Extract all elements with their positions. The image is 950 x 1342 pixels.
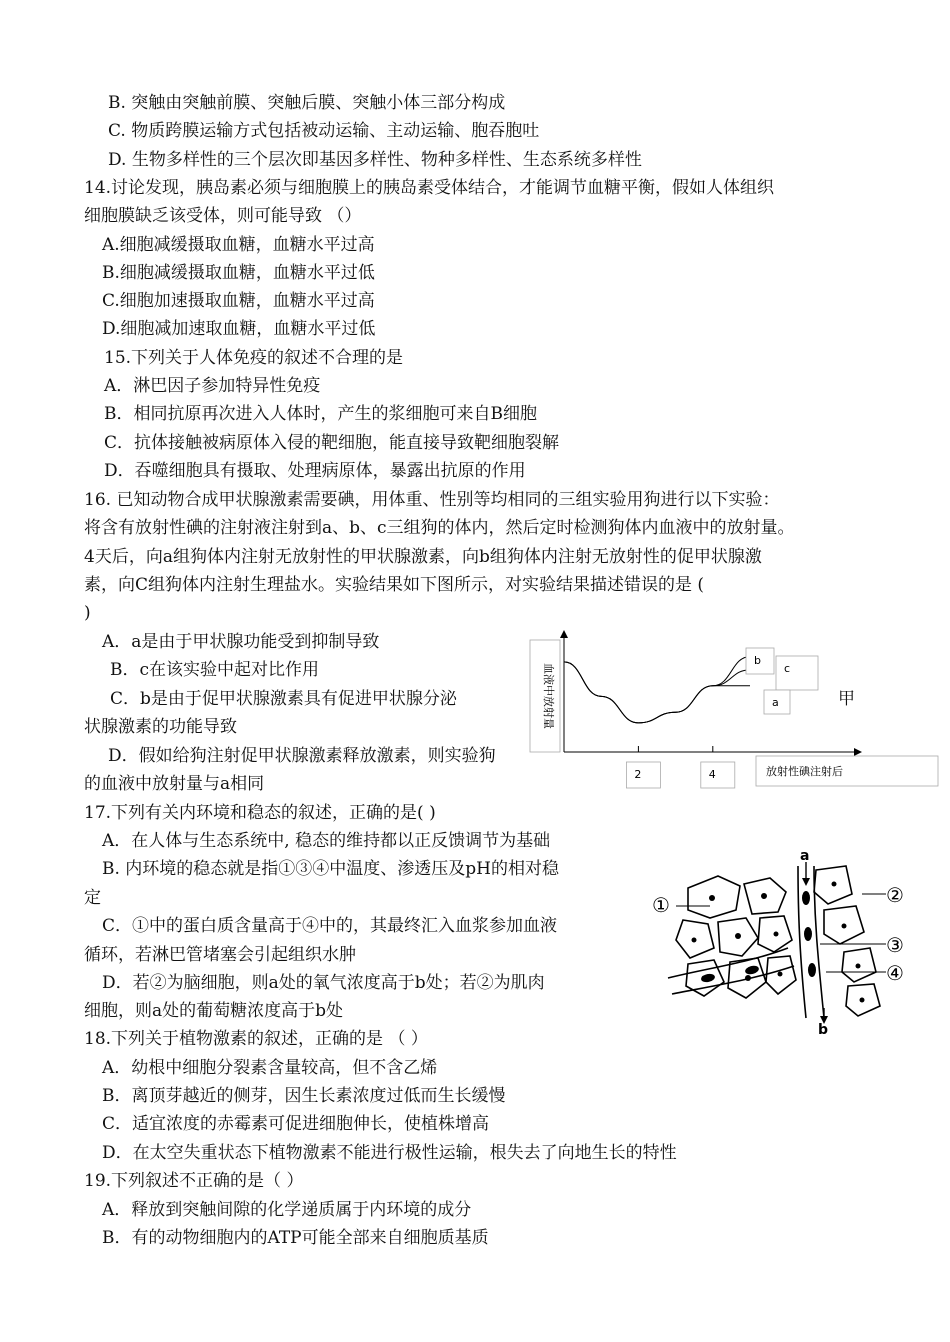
option-17a: A．在人体与生态系统中, 稳态的维持都以正反馈调节为基础: [102, 831, 551, 851]
question-16-stem-3: 4天后，向a组狗体内注射无放射性的甲状腺激素，向b组狗体内注射无放射性的促甲状腺激: [84, 547, 762, 567]
option-17b: B. 内环境的稳态就是指①③④中温度、渗透压及pH的相对稳: [102, 859, 560, 879]
radioactivity-line-chart: [520, 628, 940, 796]
x-tick-label-4: 4: [708, 768, 716, 781]
question-16-stem-4: 素，向C组狗体内注射生理盐水。实验结果如下图所示，对实验结果描述错误的是 (: [84, 575, 705, 595]
x-axis-label: 放射性碘注射后: [766, 765, 843, 778]
x-tick-label-2: 2: [634, 768, 642, 781]
x-tick-box-2: [626, 762, 660, 788]
option-15d: D．吞噬细胞具有摄取、处理病原体，暴露出抗原的作用: [104, 461, 526, 481]
question-16-stem-5: ): [84, 603, 91, 623]
series-label-c: c: [784, 662, 791, 675]
option-16d: D．假如给狗注射促甲状腺激素释放激素，则实验狗: [108, 746, 496, 766]
option-13c: C. 物质跨膜运输方式包括被动运输、主动运输、胞吞胞吐: [108, 121, 540, 141]
option-17b-cont: 定: [84, 888, 101, 908]
option-19b: B．有的动物细胞内的ATP可能全部来自细胞质基质: [102, 1228, 489, 1248]
option-15b: B．相同抗原再次进入人体时，产生的浆细胞可来自B细胞: [104, 404, 537, 424]
x-tick-box-4: [701, 762, 735, 788]
option-16c-tail: 甲: [838, 689, 855, 709]
series-label-box-c: [776, 656, 818, 690]
label-b: b: [818, 1022, 829, 1034]
option-17d-cont: 细胞，则a处的葡萄糖浓度高于b处: [84, 1001, 344, 1021]
option-16d-cont: 的血液中放射量与a相同: [84, 774, 265, 794]
y-axis-label: 血液中放射量: [542, 663, 555, 729]
option-13b: B. 突触由突触前膜、突触后膜、突触小体三部分构成: [108, 93, 506, 113]
option-13d: D. 生物多样性的三个层次即基因多样性、物种多样性、生态系统多样性: [108, 150, 642, 170]
label-2: ②: [886, 883, 904, 907]
option-16c-cont: 状腺激素的功能导致: [84, 717, 237, 737]
label-4: ④: [886, 961, 904, 985]
option-16a: A．a是由于甲状腺功能受到抑制导致: [102, 632, 380, 652]
x-axis-arrow: [854, 748, 862, 756]
tissue-fluid-diagram: [648, 848, 918, 1034]
label-1: ①: [652, 893, 670, 917]
option-14b: B.细胞减缓摄取血糖，血糖水平过低: [102, 263, 375, 283]
option-15a: A．淋巴因子参加特异性免疫: [104, 376, 321, 396]
question-16-stem-2: 将含有放射性碘的注射液注射到a、b、c三组狗的体内，然后定时检测狗体内血液中的放射量。: [84, 518, 795, 538]
question-18-stem: 18.下列关于植物激素的叙述，正确的是 （ ）: [84, 1029, 428, 1049]
question-15-stem: 15.下列关于人体免疫的叙述不合理的是: [104, 348, 404, 368]
label-a: a: [800, 848, 810, 864]
tissue-cells: [676, 866, 880, 1016]
series-line-a: [564, 662, 750, 723]
label-3: ③: [886, 933, 904, 957]
option-17d: D．若②为脑细胞，则a处的氧气浓度高于b处；若②为肌肉: [102, 973, 545, 993]
option-18d: D．在太空失重状态下植物激素不能进行极性运输，根失去了向地生长的特性: [102, 1143, 677, 1163]
question-14-stem: 14.讨论发现，胰岛素必须与细胞膜上的胰岛素受体结合，才能调节血糖平衡，假如人体组织: [84, 178, 775, 198]
series-label-b: b: [754, 654, 761, 667]
arrow-a-head: [802, 878, 810, 886]
y-axis-arrow: [560, 630, 568, 638]
option-14c: C.细胞加速摄取血糖，血糖水平过高: [102, 291, 375, 311]
question-17-stem: 17.下列有关内环境和稳态的叙述，正确的是( ): [84, 803, 436, 823]
option-16b: B．c在该实验中起对比作用: [110, 660, 320, 680]
option-18a: A．幼根中细胞分裂素含量较高，但不含乙烯: [102, 1058, 438, 1078]
series-label-a: a: [772, 696, 779, 709]
option-14a: A.细胞减缓摄取血糖，血糖水平过高: [102, 235, 375, 255]
series-line-b: [564, 657, 750, 723]
option-14d: D.细胞减加速取血糖，血糖水平过低: [102, 319, 376, 339]
option-19a: A．释放到突触间隙的化学递质属于内环境的成分: [102, 1200, 472, 1220]
question-14-stem-cont: 细胞膜缺乏该受体，则可能导致 （）: [84, 206, 362, 226]
option-17c-cont: 循环，若淋巴管堵塞会引起组织水肿: [84, 945, 356, 965]
option-18b: B．离顶芽越近的侧芽，因生长素浓度过低而生长缓慢: [102, 1086, 506, 1106]
option-15c: C．抗体接触被病原体入侵的靶细胞，能直接导致靶细胞裂解: [104, 433, 560, 453]
question-19-stem: 19.下列叙述不正确的是（ ）: [84, 1171, 304, 1191]
option-16c: C．b是由于促甲状腺激素具有促进甲状腺分泌: [110, 689, 457, 709]
option-18c: C．适宜浓度的赤霉素可促进细胞伸长，使植株增高: [102, 1114, 490, 1134]
option-17c: C．①中的蛋白质含量高于④中的，其最终汇入血浆参加血液: [102, 916, 558, 936]
question-16-stem: 16. 已知动物合成甲状腺激素需要碘，用体重、性别等均相同的三组实验用狗进行以下实验：: [84, 490, 780, 510]
